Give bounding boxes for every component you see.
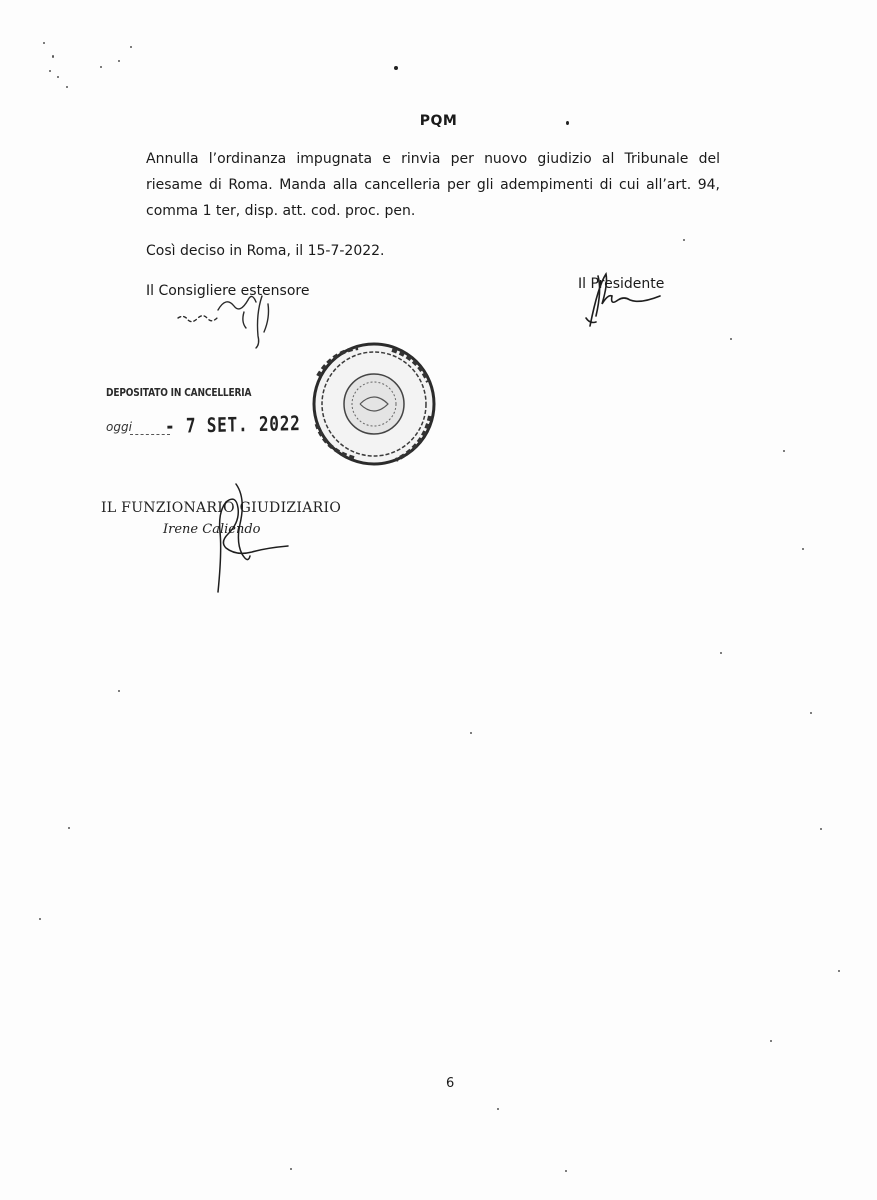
page-number: 6 — [446, 1076, 455, 1091]
deposit-oggi-label: oggi — [106, 420, 132, 434]
presidente-label: Il Presidente — [578, 276, 665, 292]
funzionario-name: Irene Caliendo — [163, 522, 261, 537]
deposit-date: - 7 SET. 2022 — [164, 411, 301, 438]
place-and-date: Così deciso in Roma, il 15-7-2022. — [146, 243, 385, 259]
document-heading: PQM — [419, 113, 458, 129]
consigliere-label: Il Consigliere estensore — [146, 283, 310, 299]
ruling-line: comma 1 ter, disp. att. cod. proc. pen. — [146, 203, 416, 219]
deposit-stamp-label: DEPOSITATO IN CANCELLERIA — [106, 386, 252, 399]
ruling-line: Annulla l’ordinanza impugnata e rinvia per nuovo giudizio al Tribunale del — [146, 151, 720, 167]
ruling-line: riesame di Roma. Manda alla cancelleria per gli adempimenti di cui all’art. 94, — [146, 177, 720, 193]
funzionario-signature — [218, 484, 288, 592]
court-seal — [314, 344, 434, 464]
consigliere-signature — [178, 296, 269, 348]
presidente-signature — [586, 274, 660, 326]
funzionario-title: IL FUNZIONARIO GIUDIZIARIO — [101, 500, 342, 516]
